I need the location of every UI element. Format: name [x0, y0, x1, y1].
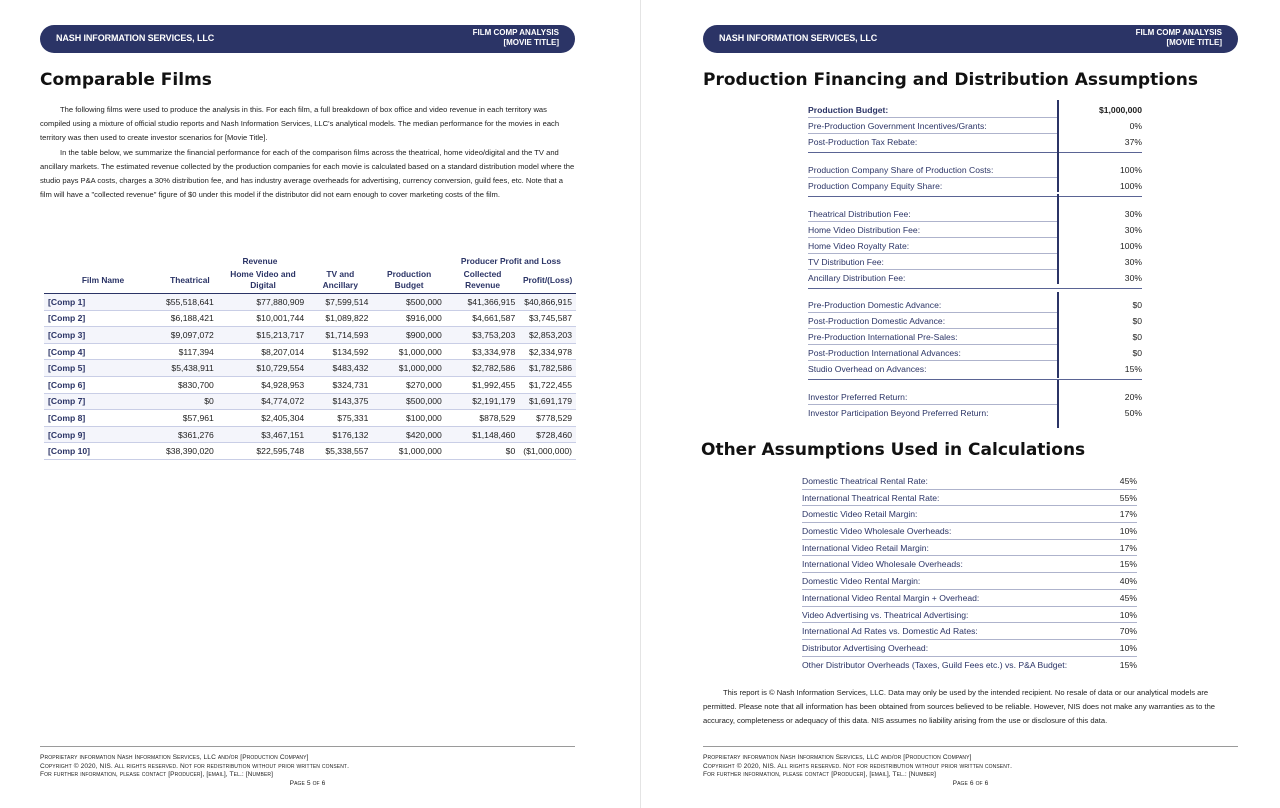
value-cell: $2,782,586	[446, 360, 519, 377]
value-cell: $3,334,978	[446, 343, 519, 360]
assumption-label: Other Distributor Overheads (Taxes, Guild Fees etc.) vs. P&A Budget:	[802, 659, 1068, 670]
table-row	[44, 360, 576, 377]
assumption-row	[802, 640, 1137, 657]
value-cell: $270,000	[372, 376, 445, 393]
film-name-cell: [Comp 9]	[44, 426, 162, 443]
value-cell: $2,853,203	[519, 327, 576, 344]
assumption-row	[808, 361, 1142, 377]
section-title-comparable-films: Comparable Films	[40, 70, 212, 90]
value-cell: $143,375	[308, 393, 372, 410]
value-cell: $4,774,072	[218, 393, 308, 410]
assumption-label: Pre-Production International Pre-Sales:	[808, 332, 958, 342]
value-cell: $10,729,554	[218, 360, 308, 377]
column-divider	[1057, 292, 1059, 378]
page-6	[641, 0, 1280, 808]
film-name-cell: [Comp 3]	[44, 327, 162, 344]
report-title-line1: FILM COMP ANALYSIS	[472, 28, 559, 37]
assumption-value: $0	[1132, 332, 1142, 342]
footer-line-2: Copyright © 2020, NIS. All rights reserved. Not for redistribution without prior written consent.	[40, 762, 350, 770]
value-cell: $117,394	[162, 343, 218, 360]
assumption-row	[808, 118, 1142, 134]
assumption-row	[802, 490, 1137, 507]
assumption-row	[802, 657, 1137, 674]
assumption-value: 45%	[1119, 592, 1137, 603]
group-header-producer-profit: Producer Profit and Loss	[460, 255, 561, 266]
report-title-line2: [MOVIE TITLE]	[503, 38, 559, 47]
assumption-value: 100%	[1120, 165, 1142, 175]
value-cell: $134,592	[308, 343, 372, 360]
assumption-value: 100%	[1120, 241, 1142, 251]
assumption-row	[808, 206, 1142, 222]
value-cell: $1,714,593	[308, 327, 372, 344]
assumption-value: 30%	[1124, 273, 1142, 283]
value-cell: $1,691,179	[519, 393, 576, 410]
value-cell: $7,599,514	[308, 294, 372, 311]
table-row	[44, 410, 576, 427]
assumption-value: $1,000,000	[1098, 105, 1142, 115]
assumption-row	[802, 540, 1137, 557]
group-separator	[808, 288, 1142, 289]
value-cell: $878,529	[446, 410, 519, 427]
assumption-label: Post-Production Domestic Advance:	[808, 316, 946, 326]
assumption-label: Production Budget:	[808, 105, 889, 115]
section-title-financing: Production Financing and Distribution Assumptions	[703, 70, 1198, 90]
section-title-other-assumptions: Other Assumptions Used in Calculations	[701, 440, 1086, 460]
footer-line-2: Copyright © 2020, NIS. All rights reserved. Not for redistribution without prior written consent.	[703, 762, 1013, 770]
value-cell: $500,000	[372, 393, 445, 410]
assumption-label: Domestic Video Wholesale Overheads:	[802, 526, 952, 537]
assumption-row	[808, 329, 1142, 345]
value-cell: $1,089,822	[308, 310, 372, 327]
group-spacer	[44, 253, 162, 269]
assumption-value: 30%	[1124, 257, 1142, 267]
assumption-label: International Video Wholesale Overheads:	[802, 559, 963, 570]
table-row	[44, 376, 576, 393]
column-divider	[1057, 380, 1059, 428]
value-cell: $5,438,911	[162, 360, 218, 377]
value-cell: $500,000	[372, 294, 445, 311]
value-cell: $420,000	[372, 426, 445, 443]
value-cell: $361,276	[162, 426, 218, 443]
assumption-label: Pre-Production Domestic Advance:	[808, 300, 942, 310]
header-bar	[40, 25, 575, 53]
value-cell: $75,331	[308, 410, 372, 427]
footer-divider	[40, 746, 575, 747]
comparable-films-table	[44, 253, 576, 460]
assumption-row	[802, 623, 1137, 640]
assumption-row	[808, 270, 1142, 286]
report-title-line1: FILM COMP ANALYSIS	[1135, 28, 1222, 37]
company-name: NASH INFORMATION SERVICES, LLC	[719, 33, 878, 43]
disclaimer-text: This report is © Nash Information Services, LLC. Data may only be used by the intended recipient. No resale of data or our analytical models are permitted. Please note that all information has been obtained from sources believed to be reliable. However, NIS does not make any warranties as to the accuracy, completeness or adequacy of this data. NIS assumes no liability arising from the use or disclosure of this data.	[703, 688, 1216, 726]
value-cell: $77,880,909	[218, 294, 308, 311]
header-bar	[703, 25, 1238, 53]
footer	[703, 754, 1238, 788]
value-cell: $9,097,072	[162, 327, 218, 344]
column-header: Theatrical	[162, 269, 218, 294]
table-row	[44, 294, 576, 311]
column-header: Collected Revenue	[446, 269, 519, 294]
assumption-label: TV Distribution Fee:	[808, 257, 884, 267]
assumption-value: 17%	[1119, 542, 1137, 553]
assumption-row	[802, 506, 1137, 523]
column-header: Profit/(Loss)	[519, 269, 576, 294]
assumption-row	[808, 102, 1142, 118]
value-cell: $0	[446, 443, 519, 460]
assumption-value: 100%	[1120, 181, 1142, 191]
value-cell: $728,460	[519, 426, 576, 443]
report-title	[473, 28, 559, 48]
assumption-value: 15%	[1119, 559, 1137, 570]
value-cell: $1,000,000	[372, 343, 445, 360]
assumption-row	[808, 389, 1142, 405]
assumption-value: $0	[1132, 300, 1142, 310]
assumption-label: Production Company Share of Production Costs:	[808, 165, 994, 175]
assumption-label: Studio Overhead on Advances:	[808, 364, 927, 374]
assumption-label: International Video Rental Margin + Overhead:	[802, 592, 980, 603]
assumption-row	[808, 345, 1142, 361]
assumption-row	[808, 405, 1142, 421]
assumption-value: 30%	[1124, 209, 1142, 219]
column-header: Home Video and Digital	[218, 269, 308, 294]
value-cell: $324,731	[308, 376, 372, 393]
value-cell: $1,000,000	[372, 443, 445, 460]
assumption-value: 45%	[1119, 476, 1137, 486]
assumption-label: Distributor Advertising Overhead:	[802, 642, 929, 653]
column-header: TV and Ancillary	[308, 269, 372, 294]
column-divider	[1057, 100, 1059, 150]
film-name-cell: [Comp 2]	[44, 310, 162, 327]
company-name: NASH INFORMATION SERVICES, LLC	[56, 33, 215, 43]
value-cell: $778,529	[519, 410, 576, 427]
assumption-row	[802, 523, 1137, 540]
value-cell: $900,000	[372, 327, 445, 344]
assumption-label: Domestic Video Retail Margin:	[802, 509, 918, 520]
value-cell: $40,866,915	[519, 294, 576, 311]
report-title-line2: [MOVIE TITLE]	[1166, 38, 1222, 47]
value-cell: $3,745,587	[519, 310, 576, 327]
intro-text	[40, 103, 575, 202]
value-cell: ($1,000,000)	[519, 443, 576, 460]
assumption-row	[808, 313, 1142, 329]
financing-group	[808, 389, 1142, 421]
assumption-value: 10%	[1119, 642, 1137, 653]
value-cell: $15,213,717	[218, 327, 308, 344]
assumption-value: 55%	[1119, 492, 1137, 503]
page-number: Page 6 of 6	[952, 779, 989, 787]
assumption-label: Home Video Royalty Rate:	[808, 241, 910, 251]
assumption-value: 70%	[1119, 626, 1137, 637]
value-cell: $8,207,014	[218, 343, 308, 360]
table-row	[44, 327, 576, 344]
value-cell: $6,188,421	[162, 310, 218, 327]
film-name-cell: [Comp 10]	[44, 443, 162, 460]
table-row	[44, 443, 576, 460]
financing-group	[808, 206, 1142, 286]
value-cell: $1,782,586	[519, 360, 576, 377]
film-name-cell: [Comp 6]	[44, 376, 162, 393]
value-cell: $3,467,151	[218, 426, 308, 443]
value-cell: $483,432	[308, 360, 372, 377]
assumption-row	[802, 473, 1137, 490]
assumption-value: 40%	[1119, 576, 1137, 587]
assumption-row	[802, 607, 1137, 624]
assumption-row	[808, 222, 1142, 238]
value-cell: $100,000	[372, 410, 445, 427]
column-divider	[1057, 194, 1059, 284]
value-cell: $4,928,953	[218, 376, 308, 393]
value-cell: $10,001,744	[218, 310, 308, 327]
report-title	[1136, 28, 1222, 48]
film-name-cell: [Comp 1]	[44, 294, 162, 311]
assumption-label: International Theatrical Rental Rate:	[802, 492, 940, 503]
column-header: Film Name	[44, 269, 162, 294]
value-cell: $55,518,641	[162, 294, 218, 311]
group-header-revenue: Revenue	[242, 255, 278, 266]
footer-line-3: For further information, please contact [Producer], [email], Tel.: [Number]	[703, 771, 937, 779]
assumption-value: 50%	[1124, 408, 1142, 418]
value-cell: $176,132	[308, 426, 372, 443]
value-cell: $3,753,203	[446, 327, 519, 344]
value-cell: $1,000,000	[372, 360, 445, 377]
assumption-label: Production Company Equity Share:	[808, 181, 943, 191]
intro-paragraph-1: The following films were used to produce the analysis in this. For each film, a full breakdown of box office and video revenue in each territory was compiled using a mixture of official studio reports and Nash Information Services, LLC's analytical models. The median performance for the movies in each territory was then used to create investor scenarios for [Movie Title].	[40, 105, 560, 143]
assumption-value: 20%	[1124, 392, 1142, 402]
assumption-value: 0%	[1129, 121, 1142, 131]
assumption-label: Home Video Distribution Fee:	[808, 225, 921, 235]
value-cell: $1,722,455	[519, 376, 576, 393]
assumption-label: Pre-Production Government Incentives/Grants:	[808, 121, 987, 131]
assumption-value: 30%	[1124, 225, 1142, 235]
assumption-value: $0	[1132, 348, 1142, 358]
assumption-row	[802, 556, 1137, 573]
assumption-label: Theatrical Distribution Fee:	[808, 209, 911, 219]
assumption-row	[808, 178, 1142, 194]
assumption-row	[802, 573, 1137, 590]
assumption-row	[808, 254, 1142, 270]
assumption-label: International Ad Rates vs. Domestic Ad Rates:	[802, 626, 978, 637]
film-name-cell: [Comp 4]	[44, 343, 162, 360]
financing-group	[808, 102, 1142, 150]
financing-group	[808, 162, 1142, 194]
assumption-row	[808, 134, 1142, 150]
assumption-value: 15%	[1119, 659, 1137, 670]
column-divider	[1057, 150, 1059, 192]
assumption-value: 37%	[1124, 137, 1142, 147]
table-row	[44, 393, 576, 410]
assumption-row	[808, 238, 1142, 254]
table-row	[44, 343, 576, 360]
value-cell: $38,390,020	[162, 443, 218, 460]
value-cell: $5,338,557	[308, 443, 372, 460]
value-cell: $22,595,748	[218, 443, 308, 460]
value-cell: $0	[162, 393, 218, 410]
assumption-label: Domestic Theatrical Rental Rate:	[802, 476, 928, 486]
assumption-value: 15%	[1124, 364, 1142, 374]
value-cell: $2,334,978	[519, 343, 576, 360]
intro-paragraph-2: In the table below, we summarize the financial performance for each of the comparison films across the theatrical, home video/digital and the TV and ancillary markets. The estimated revenue collected by the production companies for each movie is calculated based on a standard distribution model where the studio pays P&A costs, charges a 30% distribution fee, and has industry average overheads for advertising, currency conversion, guild fees, etc. Note that a film will have a "collected revenue" figure of $0 under this model if the distributor did not earn enough to cover marketing costs of the film.	[40, 147, 575, 200]
value-cell: $1,992,455	[446, 376, 519, 393]
film-name-cell: [Comp 7]	[44, 393, 162, 410]
footer-line-1: Proprietary information Nash Information Services, LLC and/or [Production Company]	[40, 754, 309, 761]
assumption-value: 10%	[1119, 526, 1137, 537]
value-cell: $2,405,304	[218, 410, 308, 427]
value-cell: $41,366,915	[446, 294, 519, 311]
value-cell: $57,961	[162, 410, 218, 427]
assumption-label: Post-Production International Advances:	[808, 348, 961, 358]
other-assumptions-list	[802, 473, 1137, 673]
assumption-label: Domestic Video Rental Margin:	[802, 576, 921, 587]
footer	[40, 754, 575, 788]
assumption-label: Post-Production Tax Rebate:	[808, 137, 918, 147]
assumption-label: Video Advertising vs. Theatrical Advertising:	[802, 609, 969, 620]
assumption-value: 10%	[1119, 609, 1137, 620]
assumption-row	[808, 297, 1142, 313]
assumption-row	[808, 162, 1142, 178]
financing-group	[808, 297, 1142, 377]
assumption-label: International Video Retail Margin:	[802, 542, 929, 553]
assumption-label: Investor Preferred Return:	[808, 392, 908, 402]
assumption-row	[802, 590, 1137, 607]
value-cell: $830,700	[162, 376, 218, 393]
page-number: Page 5 of 6	[289, 779, 326, 787]
table-row	[44, 426, 576, 443]
column-header: Production Budget	[372, 269, 445, 294]
film-name-cell: [Comp 5]	[44, 360, 162, 377]
assumption-label: Ancillary Distribution Fee:	[808, 273, 906, 283]
footer-divider	[703, 746, 1238, 747]
value-cell: $1,148,460	[446, 426, 519, 443]
assumption-value: $0	[1132, 316, 1142, 326]
assumption-label: Investor Participation Beyond Preferred Return:	[808, 408, 989, 418]
footer-line-1: Proprietary information Nash Information Services, LLC and/or [Production Company]	[703, 754, 972, 761]
group-separator	[808, 379, 1142, 380]
group-separator	[808, 196, 1142, 197]
film-name-cell: [Comp 8]	[44, 410, 162, 427]
value-cell: $916,000	[372, 310, 445, 327]
footer-line-3: For further information, please contact [Producer], [email], Tel.: [Number]	[40, 771, 274, 779]
value-cell: $4,661,587	[446, 310, 519, 327]
assumption-value: 17%	[1119, 509, 1137, 520]
table-row	[44, 310, 576, 327]
group-separator	[808, 152, 1142, 153]
value-cell: $2,191,179	[446, 393, 519, 410]
